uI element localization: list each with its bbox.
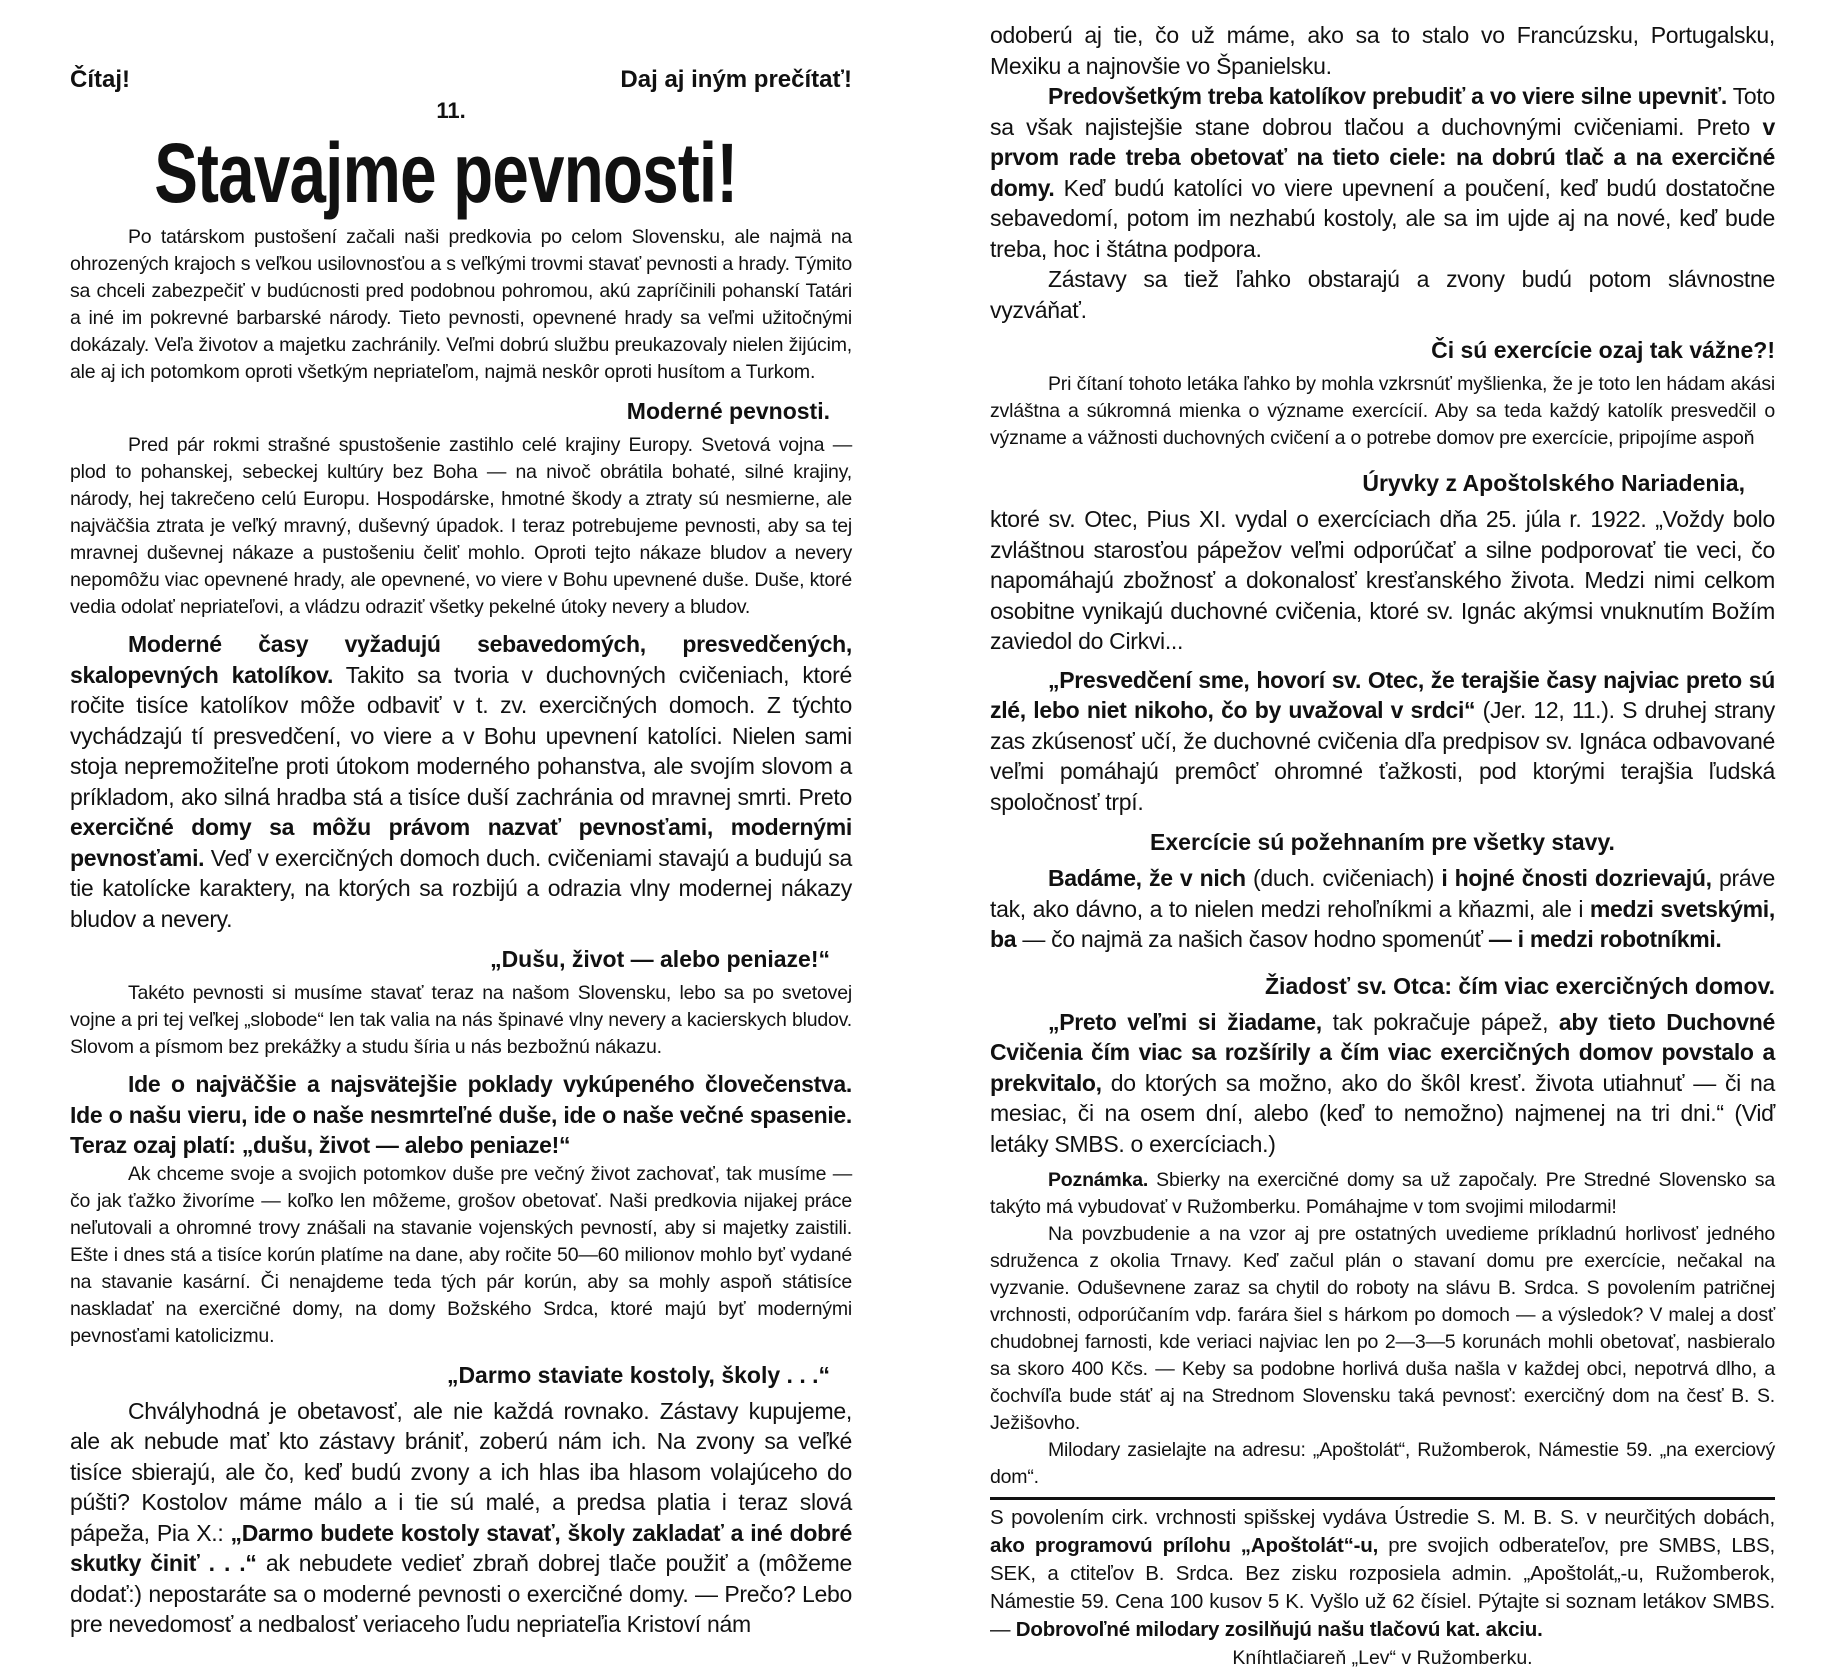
bold-text: Predovšetkým treba katolíkov prebudiť a vo viere silne upevniť. [1048,83,1727,109]
paragraph [70,1396,852,1640]
paragraph [990,20,1775,81]
text: S povolením cirk. vrchnosti spišskej vydáva Ústredie S. M. B. S. v neurčitých dobách, [990,1506,1775,1529]
bold-text: Dobrovoľné milodary zosilňujú našu tlačovú kat. akciu. [1015,1618,1543,1641]
paragraph [70,1161,852,1350]
paragraph [990,1221,1775,1437]
bold-text: Badáme, že v nich [1048,865,1246,891]
share-slogan: Daj aj iným prečítať! [620,66,852,93]
text: (Jer. 12, 11.). S druhej strany zas zkúsenosť učí, že duchovné cvičenia dľa predpisov sv. Ignáca odbavované veľmi pomáhajú premôcť ohromné ťažkosti, pod ktorými terajšia ľudská spoločnosť trpí. [990,697,1775,815]
note-paragraph [990,1167,1775,1221]
bold-text: ako programovú prílohu „Apoštolát“-u, [990,1534,1379,1557]
bold-text: Poznámka. [1048,1169,1149,1191]
text: odoberú aj tie, čo už máme, ako sa to stalo vo Francúzsku, Portugalsku, Mexiku a najnovšie vo Španielsku. [990,22,1775,79]
imprint [990,1504,1775,1644]
issue-number: 11. [436,98,466,123]
text: Ak chceme svoje a svojich potomkov duše pre večný život zachovať, tak musíme — čo jak ťažko živoríme — koľko len môžeme, grošov obetovať. Naši predkovia nijakej práce neľutovali a ohromné trovy znášali na stavanie vojenských pevností, aby si majetky zaistili. Ešte i dnes stá a tisíce korún platíme na dane, aby ročite 50—60 milionov mohlo byť vydané na stavanie kasární. Či nenajdeme teda tých pár korún, aby sa mohly aspoň státisíce naskladať na exercičné domy, na domy Božského Srdca, ktoré majú byť modernými pevnosťami katolicizmu. [70,1162,852,1347]
text: ak nebudete vedieť zbraň dobrej tlače použiť a (môžeme dodať:) nepostaráte sa o moderné pevnosti o exercičné domy. — Prečo? Lebo pre nevedomosť a nedbalosť veriaceho ľudu nepriateľia Kristoví nám [70,1550,853,1637]
bold-text: aby tieto Duchovné Cvičenia čím viac sa rozšírily a čím viac exercičných domov povstalo a prekvitalo, [990,1008,1775,1096]
bold-text: Moderné časy vyžadujú sebavedomých, presvedčených, skalopevných katolíkov. [70,631,852,688]
section-heading: Moderné pevnosti. [626,398,830,424]
paragraph [70,224,852,386]
text: Veď v exercičných domoch duch. cvičeniami stavajú a budujú sa tie katolícke karaktery, na ktorých sa rozbijú a odrazia vlny modernej nákazy bludov a nevery. [70,844,852,932]
text: Sbierky na exercičné domy sa už započaly. Pre Stredné Slovensko sa takýto má vybudovať v Ružomberku. Pomáhajme v tom svojimi milodarmi! [990,1169,1775,1218]
text: Milodary zasielajte na adresu: „Apoštolát“, Ružomberok, Námestie 59. „na exerciový dom“. [990,1439,1775,1488]
paragraph [70,432,852,621]
text: Takéto pevnosti si musíme stavať teraz na našom Slovensku, lebo sa po svetovej vojne a pri tej veľkej „slobode“ len tak valia na nás špinavé vlny nevery a kacierskych bludov. Slovom a písmom bez prekážky a studu šíria u nás bezbožnú nákazu. [70,982,852,1058]
paragraph [70,1069,852,1161]
right-column [990,20,1775,1672]
donation-address [990,1437,1775,1491]
read-slogan: Čítaj! [70,66,130,93]
text: práve tak, ako dávno, a to nielen medzi rehoľníkmi a kňazmi, ale i [990,865,1776,922]
text: Po tatárskom pustošení začali naši predkovia po celom Slovensku, ale najmä na ohrozených krajoch s veľkou usilovnosťou a s veľkými trovmi stavať pevnosti a hrady. Týmito sa chceli zabezpečiť v budúcnosti pred podobnou pohromou, akú zapríčinili pohanskí Tatári a iné im pokrevné barbarské národy. Tieto pevnosti, opevnené hrady sa veľmi užitočnými dokázaly. Veľa životov a majetku zachránily. Veľmi dobrú službu preukazovaly nielen žijúcim, ale aj ich potomkom oproti všetkým nepriateľom, najmä neskôr oproti husítom a Turkom. [70,226,852,383]
text: do ktorých sa možno, ako do škôl kresť. života utiahnuť — či na mesiac, či na osem dní, alebo (keď to nemožno) najmenej na tri dni.“ (Viď letáky SMBS. o exercíciach.) [990,1069,1775,1157]
section-heading: Či sú exercície ozaj tak vážne?! [1431,337,1775,363]
paragraph [990,81,1775,264]
paragraph [990,665,1775,818]
paragraph [70,629,852,934]
left-column [70,66,852,1640]
section-heading: „Darmo staviate kostoly, školy . . .“ [446,1361,830,1388]
section-heading: Žiadosť sv. Otca: čím viac exercičných domov. [1265,972,1775,999]
bold-text: i hojné čnosti dozrievajú, [1441,865,1712,891]
paragraph [990,504,1775,657]
text: Toto sa však najistejšie stane dobrou tlačou a duchovnými cvičeniami. Preto [990,83,1775,140]
masthead [70,66,852,98]
text: Pred pár rokmi strašné spustošenie zastihlo celé krajiny Europy. Svetová vojna — plod to pohanskej, sebeckej kultúry bez Boha — na nivoč obrátila bohaté, silné krajiny, národy, hej takrečeno celú Europu. Hospodárske, hmotné škody a ztraty sú nesmierne, ale najväčšia ztrata je veľký mravný, duševný úpadok. I teraz potrebujeme pevnosti, aby sa tej mravnej duševnej nákaze a pustošeniu čeliť mohlo. Oproti tejto nákaze bludov a nevery nepomôžu viac opevnené hrady, ale opevnené, vo viere v Bohu upevnené duše. Duše, ktoré vedia odolať nepriateľovi, a vládzu odraziť všetky pekelné útoky nevery a bludov. [70,434,852,618]
text: Zástavy sa tiež ľahko obstarajú a zvony budú potom slávnostne vyzváňať. [990,266,1775,323]
section-heading: „Dušu, život — alebo peniaze!“ [490,946,830,972]
text: tak pokračuje pápež, [1321,1008,1559,1035]
text: (duch. cvičeniach) [1245,865,1442,891]
bold-text: v prvom rade treba obetovať na tieto ciele: na dobrú tlač a na exercičné domy. [990,113,1775,201]
text: ktoré sv. Otec, Pius XI. vydal o exercíciach dňa 25. júla r. 1922. „Voždy bolo zvláštnou starosťou pápežov veľmi odporúčať a silne podporovať tie veci, čo napomáhajú zbožnosť a dokonalosť kresťanského života. Medzi nimi celkom osobitne vynikajú duchovné cvičenia, ktoré sv. Ignác akýmsi vnuknutím Božím zaviedol do Cirkvi... [990,506,1775,654]
text: Na povzbudenie a na vzor aj pre ostatných uvedieme príkladnú horlivosť jedného sdruženca z okolia Trnavy. Keď začul plán o stavaní domu pre exercície, nečakal na vyzvanie. Oduševnene zaraz sa chytil do roboty na slávu B. Srdca. S povolením patričnej vrchnosti, odporúčaním vdp. farára šiel s hárkom po domoch — a výsledok? V malej a dosť chudobnej farnosti, kde veriaci najviac len po 2—3—5 korunách mohli obetovať, nasbieralo sa skoro 400 Kčs. — Keby sa podobne horlivá duša našla v každej obci, nepotrvá dlho, a čochvíľa bude stáť aj na Strednom Slovensku taká pevnosť: exercičný dom na česť B. S. Ježišovho. [990,1223,1775,1434]
bold-text: Ide o najväčšie a najsvätejšie poklady vykúpeného človečenstva. Ide o našu vieru, ide o naše nesmrteľné duše, ide o naše večné spasenie. Teraz ozaj platí: „dušu, život — alebo peniaze!“ [70,1071,852,1158]
bold-text: exercičné domy sa môžu právom nazvať pevnosťami, modernými pevnosťami. [70,814,852,871]
section-heading: Exercície sú požehnaním pre všetky stavy. [1150,829,1615,855]
paragraph [990,264,1775,325]
bold-text: medzi svetskými, ba [990,895,1775,952]
paragraph [990,1007,1775,1160]
bold-text: „Darmo budete kostoly stavať, školy zakladať a iné dobré skutky činiť . . .“ [70,1519,852,1576]
text: pre svojich odberateľov, pre SMBS, LBS, SEK, a ctiteľov B. Srdca. Bez zisku rozposiela admin. „Apoštolát„-u, Ružomberok, Námestie 59. Cena 100 kusov 5 K. Vyšlo už 62 čísiel. Pýtajte si soznam letákov SMBS. — [990,1534,1776,1641]
section-heading: Úryvky z Apoštolského Nariadenia, [1362,470,1745,496]
paragraph [70,980,852,1061]
paragraph [990,863,1775,955]
bold-text: — i medzi robotníkmi. [1488,926,1722,952]
bold-text: „Presvedčení sme, hovorí sv. Otec, že terajšie časy najviac preto sú zlé, lebo niet nikoho, čo by uvažoval v srdci“ [990,666,1775,723]
text: Takito sa tvoria v duchovných cvičeniach, ktoré ročite tisíce katolíkov môže odbaviť v t. zv. exercičných domoch. Z týchto vychádzajú tí presvedčení, vo viere a v Bohu upevnení katolíci. Nielen sami stoja nepremožiteľne proti útokom moderného pohanstva, ale svojím slovom a príkladom, ako silná hradba stá a tisíce duší zachránia od mravnej smrti. Preto [70,661,852,810]
printer-credit: Kníhtlačiareň „Lev“ v Ružomberku. [1232,1647,1533,1669]
page-title: Stavajme pevnosti! [154,126,738,220]
text: Pri čítaní tohoto letáka ľahko by mohla vzkrsnúť myšlienka, že je toto len hádam akási zvláštna a súkromná mienka o význame exercícií. Aby sa teda každý katolík presvedčil o význame a vážnosti duchovných cvičení a o potrebe domov pre exercície, pripojíme aspoň [990,373,1775,449]
paragraph [990,371,1775,452]
text: Chvályhodná je obetavosť, ale nie každá rovnako. Zástavy kupujeme, ale ak nebude mať kto zástavy brániť, zoberú nám ich. Na zvony sa veľké tisíce sbierajú, ale čo, keď budú zvony a ich hlas iba hlasom volajúceho do púšti? Kostolov máme málo a i tie sú malé, a predsa platia i teraz slová pápeža, Pia X.: [70,1397,852,1546]
text: Keď budú katolíci vo viere upevnení a poučení, keď budú dostatočne sebavedomí, potom im nezhabú kostoly, ale sa im ujde aj na nové, keď bude treba, hoc i štátna podpora. [990,174,1775,262]
page-title-wrap [70,128,852,224]
bold-text: „Preto veľmi si žiadame, [1048,1008,1322,1035]
text: — čo najmä za našich časov hodno spomenúť [1016,926,1489,952]
